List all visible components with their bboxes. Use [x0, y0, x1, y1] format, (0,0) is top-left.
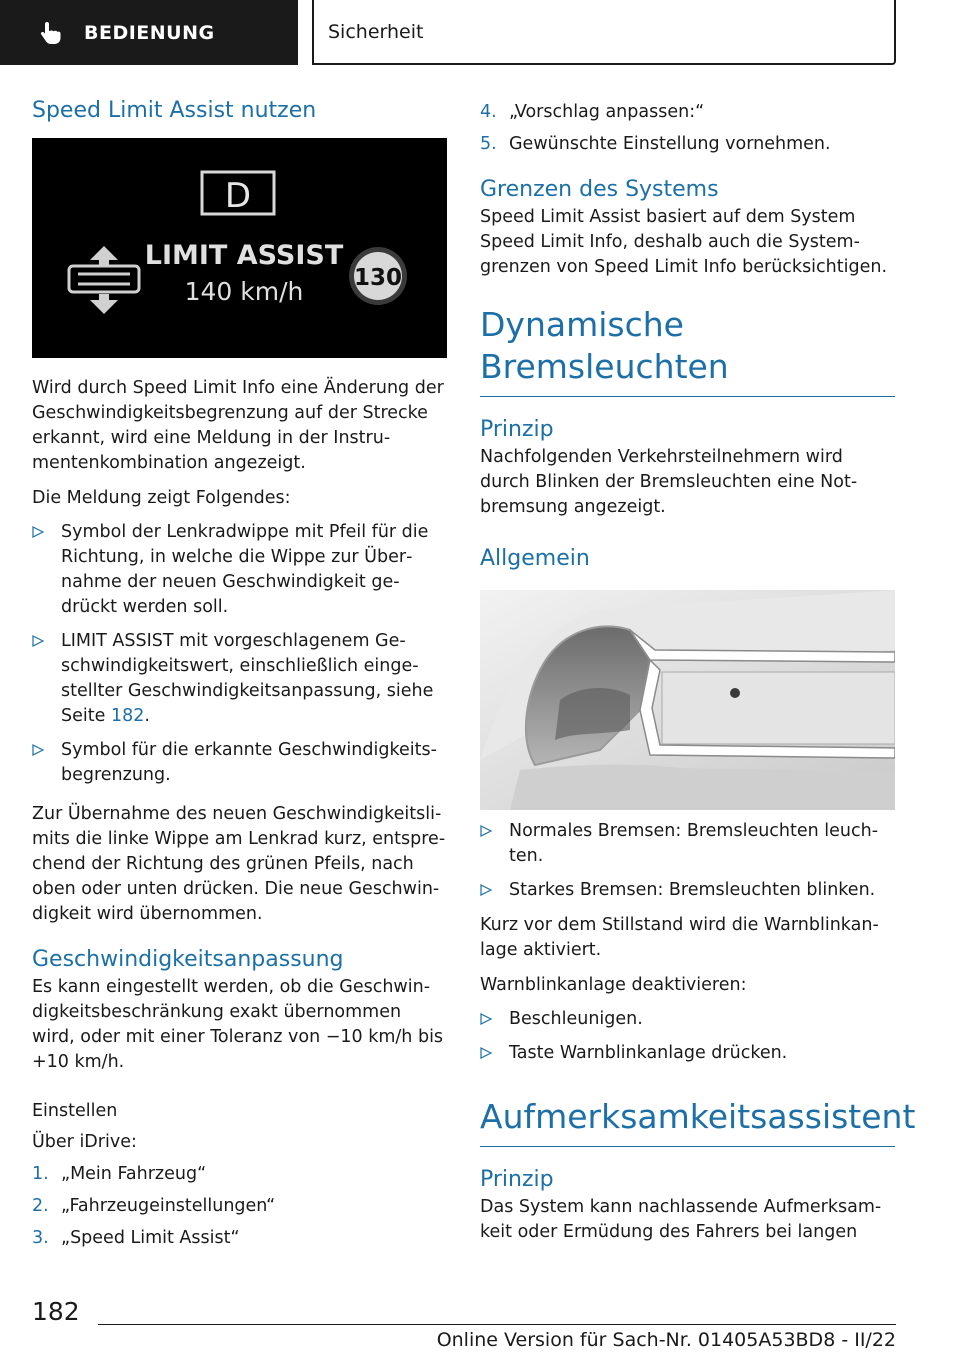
- page-link-182[interactable]: 182: [110, 706, 145, 726]
- list-item: 4. „Vorschlag anpassen:“: [480, 102, 705, 122]
- bullet-triangle-icon: [32, 744, 44, 756]
- page-number: 182: [32, 1297, 80, 1326]
- list-item: Beschleunigen.: [480, 1007, 895, 1032]
- footer-online-version: Online Version für Sach-Nr. 01405A53BD8 - II/22: [436, 1329, 896, 1351]
- header-chapter-tab: [312, 0, 896, 65]
- bullet-triangle-icon: [32, 635, 44, 647]
- heading-attention-assistant: Aufmerksamkeitsassistent: [480, 1096, 895, 1147]
- deactivate-bullet-list: [480, 1007, 895, 1066]
- list-item: 3. „Speed Limit Assist“: [32, 1228, 240, 1248]
- limit-assist-display-image: [32, 138, 447, 358]
- chapter-label: Sicherheit: [328, 20, 424, 43]
- right-column: [480, 96, 916, 1245]
- header-section-tab: [0, 0, 298, 65]
- paragraph-tolerance: Es kann eingestellt werden, ob die Geschwindigkeitsbeschränkung exakt übernommen wird, oder mit einer Toleranz von −10 km/h bis +10 km/h.: [32, 977, 444, 1072]
- list-item: Starkes Bremsen: Bremsleuchten blinken.: [480, 878, 895, 903]
- message-bullet-list: [32, 520, 447, 788]
- tail-light-figure: [480, 590, 895, 810]
- list-item: Taste Warnblinkanlage drücken.: [480, 1041, 895, 1066]
- paragraph-principle-brake: Nachfolgenden Verkehrsteilnehmern wird durch Blinken der Bremsleuchten eine Notbremsung angezeigt.: [480, 447, 858, 517]
- list-item: 2. „Fahrzeugeinstellungen“: [32, 1196, 276, 1216]
- heading-principle-brake: Prinzip: [480, 417, 554, 442]
- steps-list-left: [32, 1162, 447, 1251]
- paragraph-message: Wird durch Speed Limit Info eine Änderung der Geschwindigkeitsbegrenzung auf der Strecke erkannt, wird eine Meldung in der Instrumentenkombination angezeigt.: [32, 378, 444, 473]
- bullet-triangle-icon: [480, 1013, 492, 1025]
- tail-light-image: [480, 590, 895, 810]
- heading-settings: Einstellen: [32, 1101, 118, 1121]
- paragraph-hazard-activation: Kurz vor dem Stillstand wird die Warnblinkanlage aktiviert.: [480, 915, 879, 960]
- heading-speed-adjustment: Geschwindigkeitsanpassung: [32, 947, 344, 972]
- speed-limit-sign-icon: [349, 247, 407, 305]
- limit-assist-title: LIMIT ASSIST: [144, 240, 344, 271]
- list-item: 1. „Mein Fahrzeug“: [32, 1164, 207, 1184]
- heading-speed-limit-assist: Speed Limit Assist nutzen: [32, 98, 317, 123]
- steps-list-right: [480, 100, 895, 157]
- gear-indicator: D: [224, 176, 252, 216]
- paragraph-principle-attention: Das System kann nachlassende Aufmerksamkeit oder Ermüdung des Fahrers bei langen: [480, 1197, 882, 1242]
- heading-dynamic-brake-lights: Dynamische Bremsleuchten: [480, 304, 895, 397]
- left-column: [32, 96, 447, 1251]
- heading-general: Allgemein: [480, 546, 590, 571]
- bullet-triangle-icon: [32, 526, 44, 538]
- heading-principle-attention: Prinzip: [480, 1167, 554, 1192]
- bullet-triangle-icon: [480, 825, 492, 837]
- list-item: 5. Gewünschte Einstellung vornehmen.: [480, 134, 831, 154]
- limit-assist-speed: 140 km/h: [184, 277, 304, 306]
- brake-bullet-list: [480, 819, 895, 903]
- paragraph-idrive: Über iDrive:: [32, 1132, 137, 1152]
- section-label: BEDIENUNG: [84, 21, 215, 44]
- paragraph-message-shows: Die Meldung zeigt Folgendes:: [32, 488, 291, 508]
- instrument-cluster-figure: [32, 138, 447, 358]
- list-item: Symbol der Lenkradwippe mit Pfeil für die Richtung, in welche die Wippe zur Übernahme der neuen Geschwindigkeit gedrückt werden soll.: [32, 520, 447, 620]
- speed-limit-value: 130: [353, 265, 403, 291]
- bullet-triangle-icon: [480, 884, 492, 896]
- list-item: Symbol für die erkannte Geschwindigkeitsbegrenzung.: [32, 738, 447, 788]
- paragraph-system-limits: Speed Limit Assist basiert auf dem System Speed Limit Info, deshalb auch die Systemgrenzen von Speed Limit Info berücksichtigen.: [480, 207, 888, 277]
- list-item: LIMIT ASSIST mit vorgeschlagenem Geschwindigkeitswert, einschließlich eingestellter Geschwindigkeitsanpassung, siehe Seite 182.: [32, 629, 447, 729]
- hand-pointer-icon: [38, 20, 64, 46]
- list-item: Normales Bremsen: Bremsleuchten leuchten.: [480, 819, 895, 869]
- paragraph-takeover: Zur Übernahme des neuen Geschwindigkeitslimits die linke Wippe am Lenkrad kurz, entsprechend der Richtung des grünen Pfeils, nach oben oder unten drücken. Die neue Geschwindigkeit wird übernommen.: [32, 804, 446, 924]
- heading-system-limits: Grenzen des Systems: [480, 177, 719, 202]
- paragraph-hazard-deactivate: Warnblinkanlage deaktivieren:: [480, 975, 747, 995]
- bullet-triangle-icon: [480, 1047, 492, 1059]
